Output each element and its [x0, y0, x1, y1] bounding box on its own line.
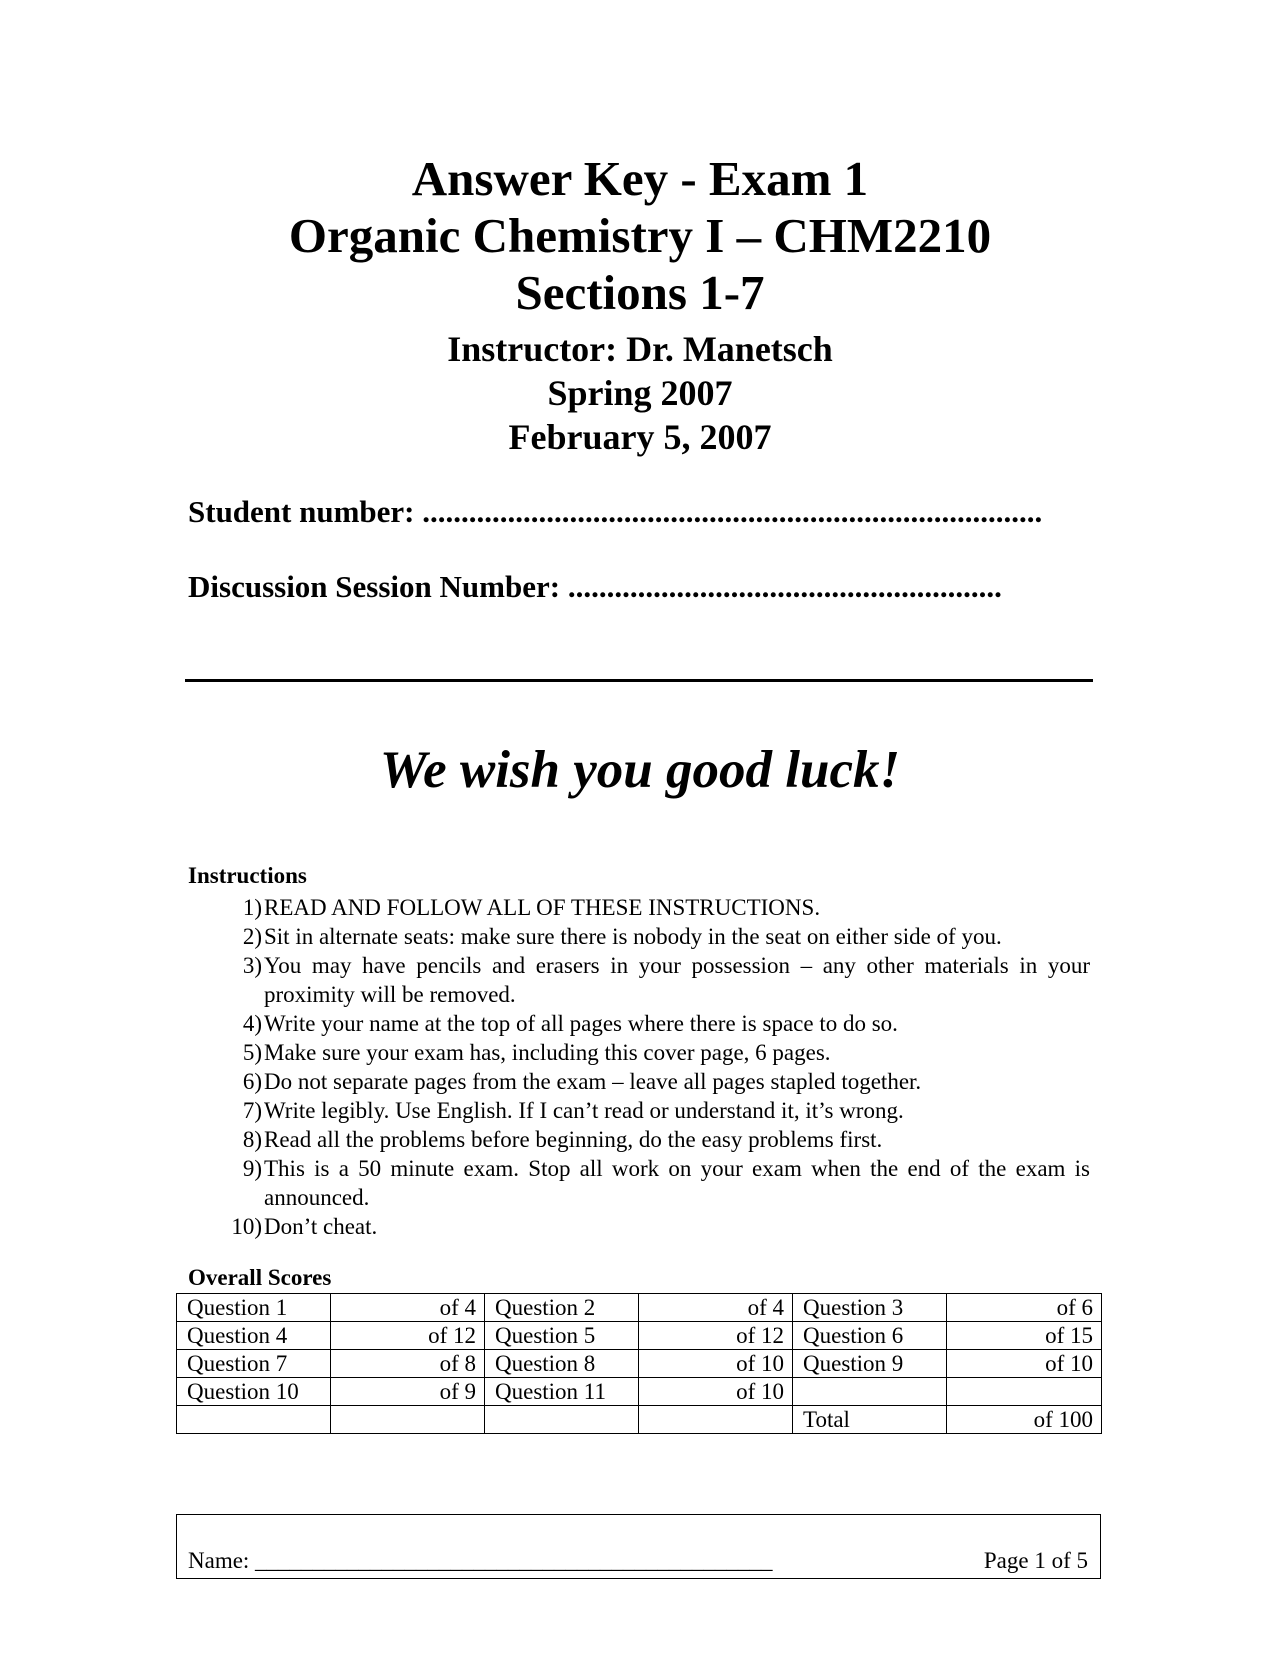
table-row: [177, 1322, 1102, 1350]
table-row: [177, 1294, 1102, 1322]
question-label: Question 11: [485, 1378, 639, 1406]
empty-cell: [793, 1378, 947, 1406]
instruction-item: 5) Make sure your exam has, including this cover page, 6 pages.: [242, 1040, 831, 1065]
total-score-cell[interactable]: of 100: [947, 1406, 1102, 1434]
instruction-item: 10) Don’t cheat.: [231, 1214, 378, 1239]
total-label: Total: [793, 1406, 947, 1434]
term-line: Spring 2007: [547, 373, 733, 413]
name-field[interactable]: Name: _____________________________________________: [188, 1548, 773, 1573]
page-footer: [176, 1514, 1101, 1579]
question-label: Question 5: [485, 1322, 639, 1350]
score-cell[interactable]: of 9: [331, 1378, 485, 1406]
score-cell[interactable]: of 12: [639, 1322, 793, 1350]
score-cell[interactable]: of 15: [947, 1322, 1102, 1350]
discussion-session-label: Discussion Session Number:: [188, 569, 561, 604]
instructions-heading: Instructions: [188, 863, 307, 888]
empty-cell: [947, 1378, 1102, 1406]
question-label: Question 2: [485, 1294, 639, 1322]
instruction-item: 8) Read all the problems before beginning, do the easy problems first.: [242, 1127, 883, 1152]
question-label: Question 10: [177, 1378, 331, 1406]
course-title: Organic Chemistry I – CHM2210: [288, 208, 992, 263]
score-cell[interactable]: of 10: [947, 1350, 1102, 1378]
sections-title: Sections 1-7: [515, 265, 765, 320]
question-label: Question 7: [177, 1350, 331, 1378]
student-number-field[interactable]: [188, 494, 1088, 530]
instructor-line: Instructor: Dr. Manetsch: [447, 329, 833, 369]
score-cell[interactable]: of 10: [639, 1378, 793, 1406]
empty-cell: [639, 1406, 793, 1434]
score-cell[interactable]: of 12: [331, 1322, 485, 1350]
instruction-item: 3) You may have pencils and erasers in your possession – any other materials in your proximity will be removed.: [242, 953, 1090, 1007]
horizontal-divider: [185, 679, 1093, 682]
student-number-label: Student number:: [188, 494, 415, 529]
score-cell[interactable]: of 4: [331, 1294, 485, 1322]
table-row: [177, 1378, 1102, 1406]
question-label: Question 4: [177, 1322, 331, 1350]
empty-cell: [177, 1406, 331, 1434]
scores-table: [176, 1293, 1102, 1434]
table-row: [177, 1350, 1102, 1378]
instruction-item: 9) This is a 50 minute exam. Stop all work on your exam when the end of the exam is announced.: [242, 1156, 1090, 1210]
score-cell[interactable]: of 8: [331, 1350, 485, 1378]
exam-title-block: [0, 150, 1280, 459]
instruction-item: 7) Write legibly. Use English. If I can’t read or understand it, it’s wrong.: [242, 1098, 904, 1123]
table-row: [177, 1406, 1102, 1434]
instruction-item: 4) Write your name at the top of all pages where there is space to do so.: [242, 1011, 898, 1036]
question-label: Question 9: [793, 1350, 947, 1378]
page-number: Page 1 of 5: [983, 1548, 1088, 1573]
question-label: Question 6: [793, 1322, 947, 1350]
instructions-list: [188, 893, 1090, 1241]
student-number-dots: ................................................................................: [422, 494, 1043, 529]
instruction-item: 2) Sit in alternate seats: make sure there is nobody in the seat on either side of you.: [242, 924, 1002, 949]
question-label: Question 8: [485, 1350, 639, 1378]
score-cell[interactable]: of 10: [639, 1350, 793, 1378]
score-cell[interactable]: of 6: [947, 1294, 1102, 1322]
discussion-session-field[interactable]: [188, 569, 1088, 605]
scores-heading: Overall Scores: [188, 1265, 332, 1290]
score-cell[interactable]: of 4: [639, 1294, 793, 1322]
question-label: Question 1: [177, 1294, 331, 1322]
good-luck-message: We wish you good luck!: [379, 741, 901, 799]
question-label: Question 3: [793, 1294, 947, 1322]
exam-date: February 5, 2007: [508, 417, 772, 457]
instruction-item: 6) Do not separate pages from the exam – leave all pages stapled together.: [242, 1069, 922, 1094]
empty-cell: [331, 1406, 485, 1434]
exam-title: Answer Key - Exam 1: [411, 151, 869, 206]
empty-cell: [485, 1406, 639, 1434]
instruction-item: 1) READ AND FOLLOW ALL OF THESE INSTRUCTIONS.: [242, 895, 821, 920]
discussion-session-dots: ........................................................: [567, 569, 1002, 604]
